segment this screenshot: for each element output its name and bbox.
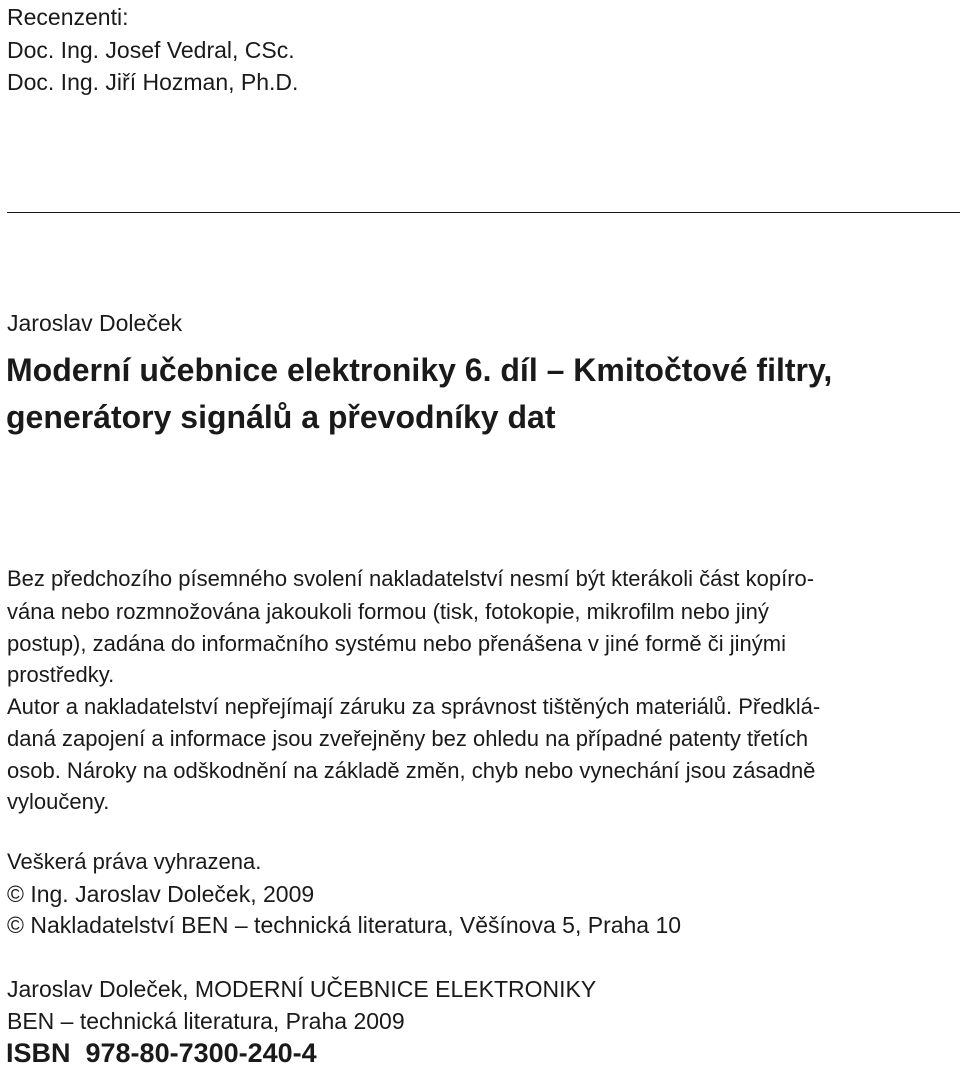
notice-line: prostředky.: [7, 662, 115, 687]
notice-line: daná zapojení a informace jsou zveřejněny bez ohledu na případné patenty třetích: [7, 726, 809, 751]
imprint-line: BEN – technická literatura, Praha 2009: [7, 1008, 405, 1034]
imprint-line: Jaroslav Doleček, MODERNÍ UČEBNICE ELEKTRONIKY: [7, 976, 597, 1002]
notice-line: Autor a nakladatelství nepřejímají záruku za správnost tištěných materiálů. Předklá-: [7, 694, 821, 719]
copyright-publisher: © Nakladatelství BEN – technická literatura, Věšínova 5, Praha 10: [7, 912, 682, 938]
author-name: Jaroslav Doleček: [7, 310, 183, 336]
copyright-author: © Ing. Jaroslav Doleček, 2009: [7, 881, 315, 907]
rights-reserved: Veškerá práva vyhrazena.: [7, 849, 262, 874]
isbn: ISBN 978-80-7300-240-4: [6, 1038, 317, 1068]
notice-line: postup), zadána do informačního systému nebo přenášena v jiné formě či jinými: [7, 631, 786, 656]
horizontal-rule: [7, 212, 960, 213]
title-line: generátory signálů a převodníky dat: [6, 399, 556, 435]
reviewer-name: Doc. Ing. Josef Vedral, CSc.: [7, 37, 295, 63]
notice-line: osob. Nároky na odškodnění na základě změn, chyb nebo vynechání jsou zásadně: [7, 758, 816, 783]
notice-line: Bez předchozího písemného svolení nakladatelství nesmí být kterákoli část kopíro-: [7, 566, 815, 591]
reviewers-heading: Recenzenti:: [7, 4, 129, 30]
title-line: Moderní učebnice elektroniky 6. díl – Kmitočtové filtry,: [6, 352, 833, 388]
notice-line: vána nebo rozmnožována jakoukoli formou (tisk, fotokopie, mikrofilm nebo jiný: [7, 599, 769, 624]
reviewer-name: Doc. Ing. Jiří Hozman, Ph.D.: [7, 69, 299, 95]
notice-line: vyloučeny.: [7, 789, 110, 814]
